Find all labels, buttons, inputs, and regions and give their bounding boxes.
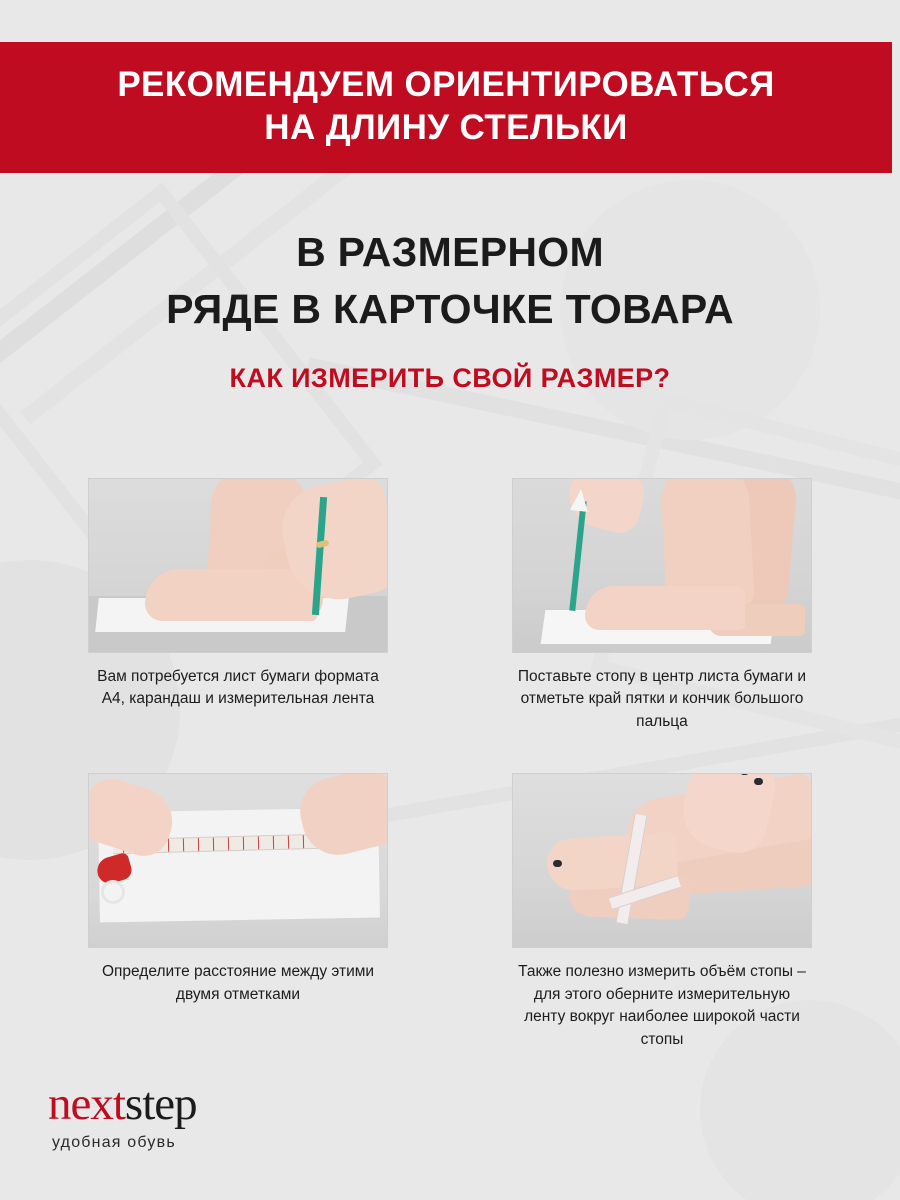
step-caption: Вам потребуется лист бумаги формата А4, карандаш и измерительная лента <box>97 668 379 708</box>
step-caption: Поставьте стопу в центр листа бумаги и отметьте край пятки и кончик большого пальца <box>517 668 807 730</box>
foot-shape <box>585 586 745 630</box>
headline-banner <box>0 42 892 173</box>
step-caption: Определите расстояние между этими двумя отметками <box>101 963 375 1003</box>
steps-grid <box>88 478 812 1051</box>
heading-question: КАК ИЗМЕРИТЬ СВОЙ РАЗМЕР? <box>229 363 671 394</box>
photo-foot-with-pencil-and-paper <box>88 478 388 653</box>
step-item <box>88 773 388 1051</box>
pencil-icon <box>569 501 586 611</box>
photo-tape-measure-between-marks <box>88 773 388 948</box>
step-caption: Также полезно измерить объём стопы – для этого оберните измерительную ленту вокруг наиболее широкой части стопы <box>518 963 806 1048</box>
pencil-tip-icon <box>570 488 590 512</box>
logo-next-text: next <box>48 1078 125 1130</box>
foot-shape <box>145 569 317 621</box>
logo-step-text: step <box>124 1078 197 1130</box>
brand-logo <box>48 1078 197 1152</box>
heading-line-1: В РАЗМЕРНОМ <box>296 229 604 275</box>
logo-tagline: удобная обувь <box>52 1134 176 1151</box>
step-item <box>512 478 812 733</box>
photo-foot-on-paper-marking <box>512 478 812 653</box>
step-item <box>512 773 812 1051</box>
photo-measuring-foot-girth <box>512 773 812 948</box>
banner-line-1: РЕКОМЕНДУЕМ ОРИЕНТИРОВАТЬСЯ <box>117 65 775 104</box>
banner-line-2: НА ДЛИНУ СТЕЛЬКИ <box>264 107 628 147</box>
headings-block <box>0 224 900 394</box>
logo-wordmark <box>48 1078 197 1130</box>
step-item <box>88 478 388 733</box>
heading-line-2: РЯДЕ В КАРТОЧКЕ ТОВАРА <box>166 285 734 332</box>
